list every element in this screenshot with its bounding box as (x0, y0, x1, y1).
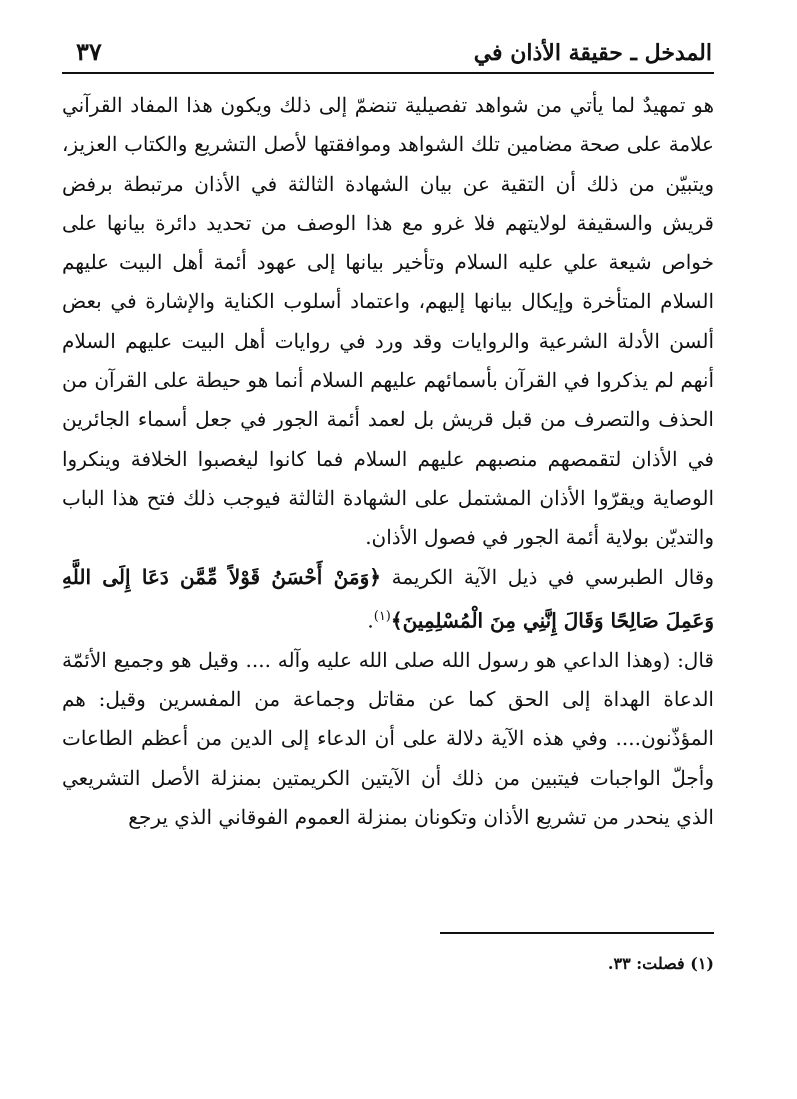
footnote: (١) فصلت: ٣٣. (607, 954, 714, 973)
main-text (62, 86, 714, 837)
paragraph-1: هو تمهيدٌ لما يأتي من شواهد تفصيلية تنضمّ إلى ذلك ويكون هذا المفاد القرآني علامة على صحة مضامين تلك الشواهد وموافقتها لأصل التشريع والكتاب العزيز، ويتبيّن من ذلك أن التقية عن بيان الشهادة الثالثة في الأذان مرتبطة برفض قريش والسقيفة لولايتهم فلا غرو مع هذا الوصف من تحديد دائرة بيانها على خواص شيعة علي عليه السلام وتأخير بيانها إلى عهود أئمة أهل البيت عليهم السلام المتأخرة وإيكال بيانها إليهم، واعتماد أسلوب الكناية والإشارة في بعض ألسن الأدلة الشرعية والروايات وقد ورد في روايات أهل البيت عليهم السلام أنهم لم يذكروا في القرآن بأسمائهم عليهم السلام أنما هو حيطة على القرآن من الحذف والتصرف من قبل قريش بل لعمد أئمة الجور في جعل أسماء الجائرين في الأذان لتقمصهم منصبهم عليهم السلام فما كانوا ليغصبوا الخلافة وينكروا الوصاية ويقرّوا الأذان المشتمل على الشهادة الثالثة فيوجب ذلك فتح هذا الباب والتديّن بولاية أئمة الجور في فصول الأذان. (62, 93, 714, 550)
paragraph-3: قال: (وهذا الداعي هو رسول الله صلى الله عليه وآله .... وقيل هو وجميع الأئمّة الدعاة الهداة إلى الحق كما عن مقاتل وجماعة من المفسرين وقيل: هم المؤذّنون.... وفي هذه الآية دلالة على أن الدعاء إلى الدين من أعظم الطاعات وأجلّ الواجبات فيتبين من ذلك أن الآيتين الكريمتين بمنزلة الأصل التشريعي الذي ينحدر من تشريع الأذان وتكونان بمنزلة العموم الفوقاني الذي يرجع (62, 647, 714, 829)
running-title: المدخل ـ حقيقة الأذان في (473, 40, 712, 66)
footnote-divider (440, 932, 714, 934)
paragraph-2: وقال الطبرسي في ذيل الآية الكريمة ﴿وَمَنْ أَحْسَنُ قَوْلاً مِّمَّن دَعَا إِلَى اللَّهِ وَعَمِلَ صَالِحًا وَقَالَ إِنَّنِي مِنَ الْمُسْلِمِينَ﴾$^{(١)}$. (62, 564, 715, 633)
footnote-marker: (١) (373, 608, 391, 624)
quran-verse: ﴿وَمَنْ أَحْسَنُ قَوْلاً مِّمَّن دَعَا إِلَى اللَّهِ وَعَمِلَ صَالِحًا وَقَالَ إِنَّنِي مِنَ الْمُسْلِمِينَ﴾ (62, 564, 714, 633)
page-header (62, 28, 714, 74)
paragraph-2-intro: وقال الطبرسي في ذيل الآية الكريمة (391, 564, 715, 589)
page-number: ٣٧ (76, 37, 102, 66)
